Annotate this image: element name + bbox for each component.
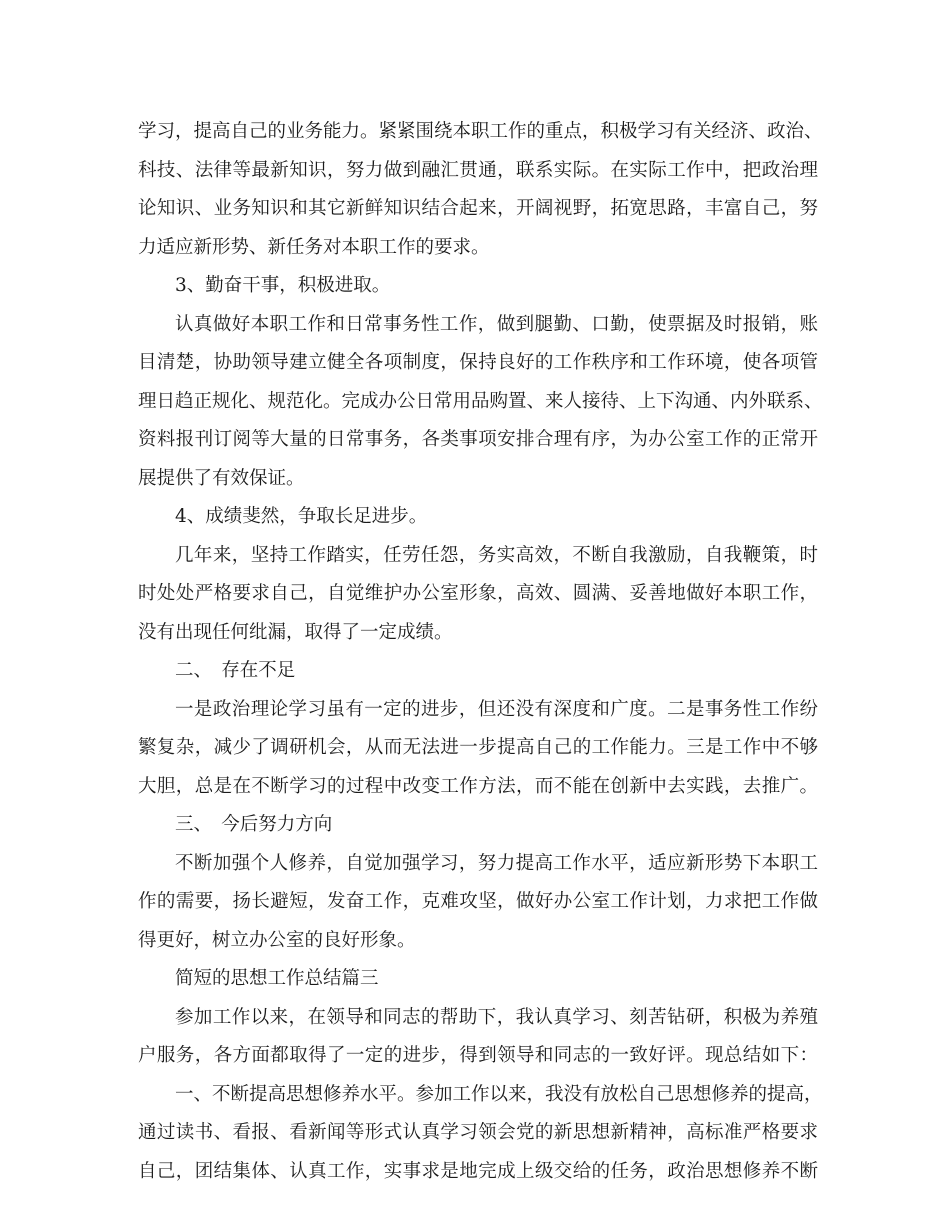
text-line: 4、成绩斐然，争取长足进步。 xyxy=(175,506,428,527)
text-line: 认真做好本职工作和日常事务性工作，做到腿勤、口勤，使票据及时报销，账 xyxy=(175,313,818,335)
text-line: 论知识、业务知识和其它新鲜知识结合起来，开阔视野，拓宽思路，丰富自己，努 xyxy=(138,198,818,219)
text-line: 目清楚，协助领导建立健全各项制度，保持良好的工作秩序和工作环境，使各项管 xyxy=(138,352,818,373)
text-line: 几年来，坚持工作踏实，任劳任怨，务实高效，不断自我激励，自我鞭策，时 xyxy=(175,544,818,566)
text-line: 时处处严格要求自己，自觉维护办公室形象，高效、圆满、妥善地做好本职工作， xyxy=(138,583,818,604)
text-line: 大胆，总是在不断学习的过程中改变工作方法，而不能在创新中去实践，去推广。 xyxy=(138,775,818,797)
document-body xyxy=(138,113,823,1191)
text-line: 自己，团结集体、认真工作，实事求是地完成上级交给的任务，政治思想修养不断 xyxy=(138,1160,818,1182)
text-line: 科技、法律等最新知识，努力做到融汇贯通，联系实际。在实际工作中，把政治理 xyxy=(138,159,818,181)
text-line: 资料报刊订阅等大量的日常事务，各类事项安排合理有序，为办公室工作的正常开 xyxy=(138,429,818,450)
text-line: 户服务，各方面都取得了一定的进步，得到领导和同志的一致好评。现总结如下： xyxy=(138,1045,818,1066)
text-line: 三、 今后努力方向 xyxy=(175,814,333,835)
text-line: 作的需要，扬长避短，发奋工作，克难攻坚，做好办公室工作计划，力求把工作做 xyxy=(138,891,818,912)
text-line: 参加工作以来，在领导和同志的帮助下，我认真学习、刻苦钻研，积极为养殖 xyxy=(175,1006,818,1028)
text-line: 简短的思想工作总结篇三 xyxy=(175,968,379,989)
text-line: 一、不断提高思想修养水平。参加工作以来，我没有放松自己思想修养的提高， xyxy=(175,1083,823,1105)
text-line: 理日趋正规化、规范化。完成办公日常用品购置、来人接待、上下沟通、内外联系、 xyxy=(138,390,823,412)
text-line: 通过读书、看报、看新闻等形式认真学习领会党的新思想新精神，高标准严格要求 xyxy=(138,1122,818,1143)
text-line: 一是政治理论学习虽有一定的进步，但还没有深度和广度。二是事务性工作纷 xyxy=(175,698,818,720)
text-line: 二、 存在不足 xyxy=(175,660,296,681)
text-line: 没有出现任何纰漏，取得了一定成绩。 xyxy=(138,621,453,643)
text-line: 繁复杂，减少了调研机会，从而无法进一步提高自己的工作能力。三是工作中不够 xyxy=(138,737,818,758)
text-line: 3、勤奋干事，积极进取。 xyxy=(175,275,391,296)
text-line: 得更好，树立办公室的良好形象。 xyxy=(138,929,416,951)
text-line: 不断加强个人修养，自觉加强学习，努力提高工作水平，适应新形势下本职工 xyxy=(175,852,818,874)
text-line: 学习，提高自己的业务能力。紧紧围绕本职工作的重点，积极学习有关经济、政治、 xyxy=(138,121,823,142)
text-line: 展提供了有效保证。 xyxy=(138,467,305,489)
text-line: 力适应新形势、新任务对本职工作的要求。 xyxy=(138,236,490,258)
